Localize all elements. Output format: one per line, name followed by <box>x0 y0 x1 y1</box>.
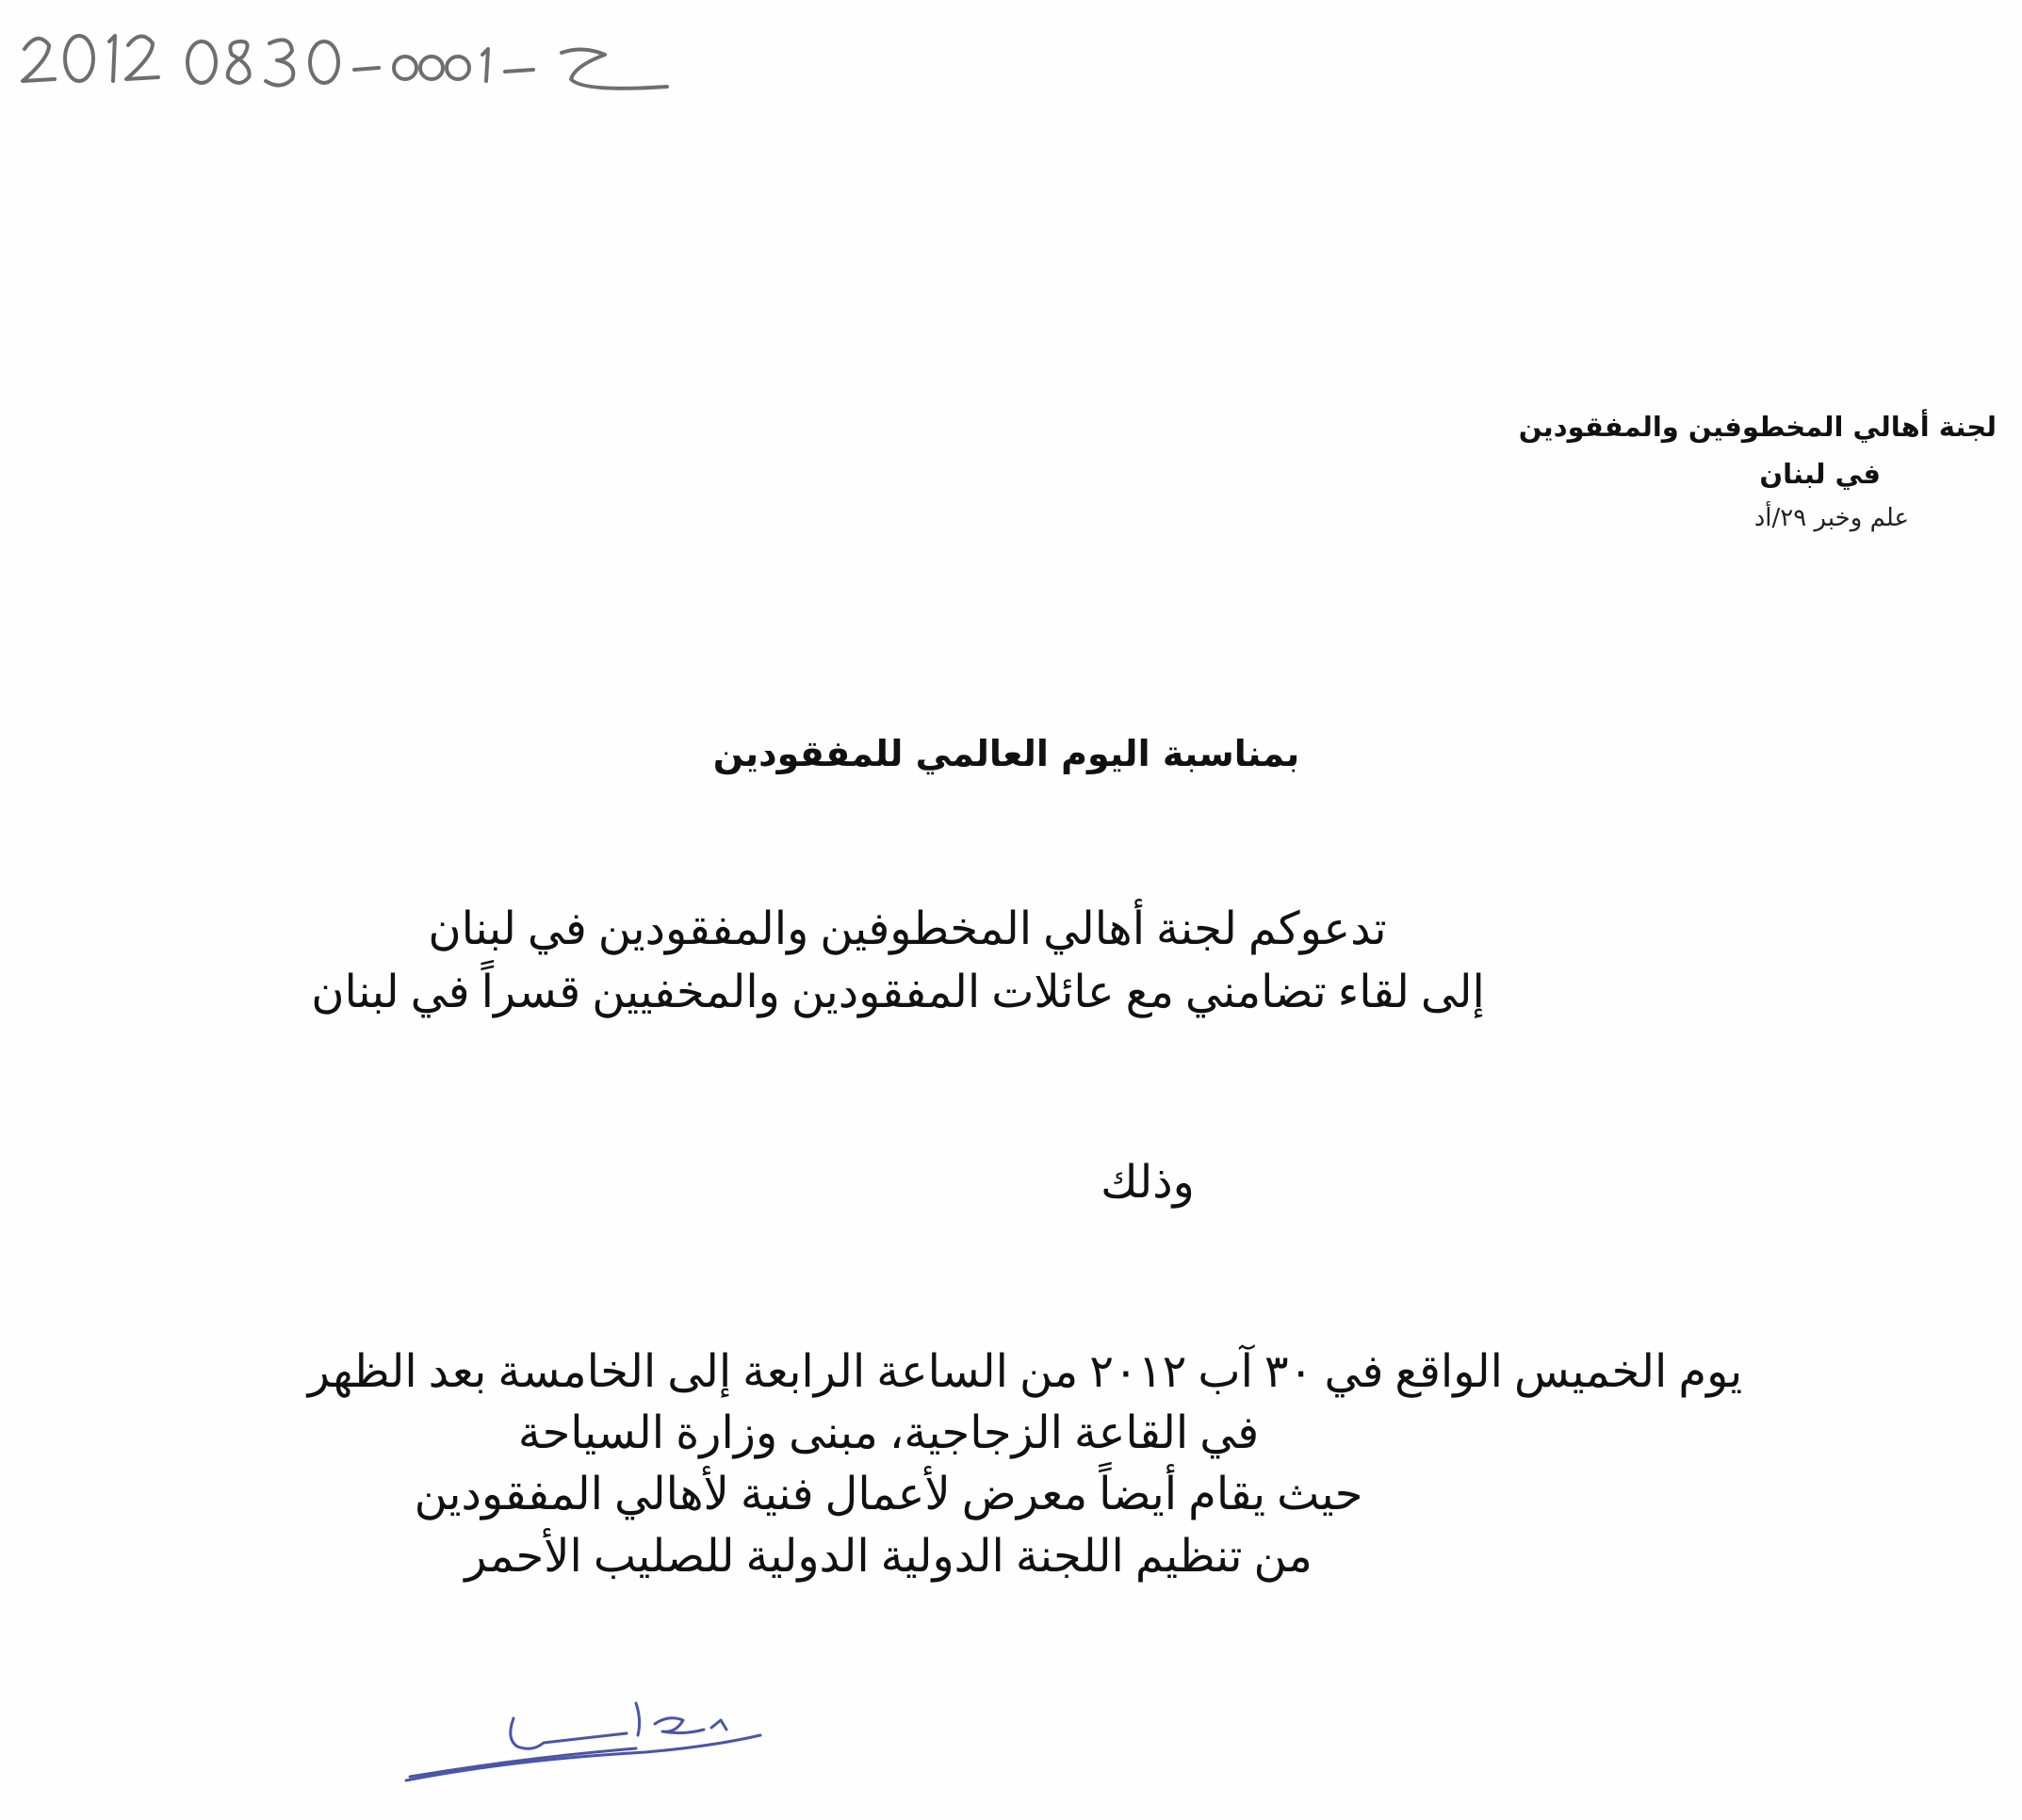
event-organizer: من تنظيم اللجنة الدولية الدولية للصليب الأحمر <box>465 1532 1313 1582</box>
invitation-line-2: إلى لقاء تضامني مع عائلات المفقودين والمخفيين قسراً في لبنان <box>311 967 1485 1017</box>
document-title: بمناسبة اليوم العالمي للمفقودين <box>712 733 1300 774</box>
organization-name-line-2: في لبنان <box>1759 458 1881 490</box>
connector-text: وذلك <box>1101 1158 1195 1208</box>
organization-name-line-1: لجنة أهالي المخطوفين والمفقودين <box>1518 411 1997 443</box>
signature <box>400 1686 777 1790</box>
invitation-line-1: تدعوكم لجنة أهالي المخطوفين والمفقودين في لبنان <box>428 904 1387 954</box>
event-venue: في القاعة الزجاجية، مبنى وزارة السياحة <box>517 1408 1260 1458</box>
event-exhibition: حيث يقام أيضاً معرض لأعمال فنية لأهالي المفقودين <box>414 1470 1363 1519</box>
registration-reference: علم وخبر ٢٩/أد <box>1753 504 1909 532</box>
event-date-time: يوم الخميس الواقع في ٣٠ آب ٢٠١٢ من الساعة الرابعة إلى الخامسة بعد الظهر <box>307 1347 1743 1397</box>
handwritten-reference-number <box>17 21 677 106</box>
